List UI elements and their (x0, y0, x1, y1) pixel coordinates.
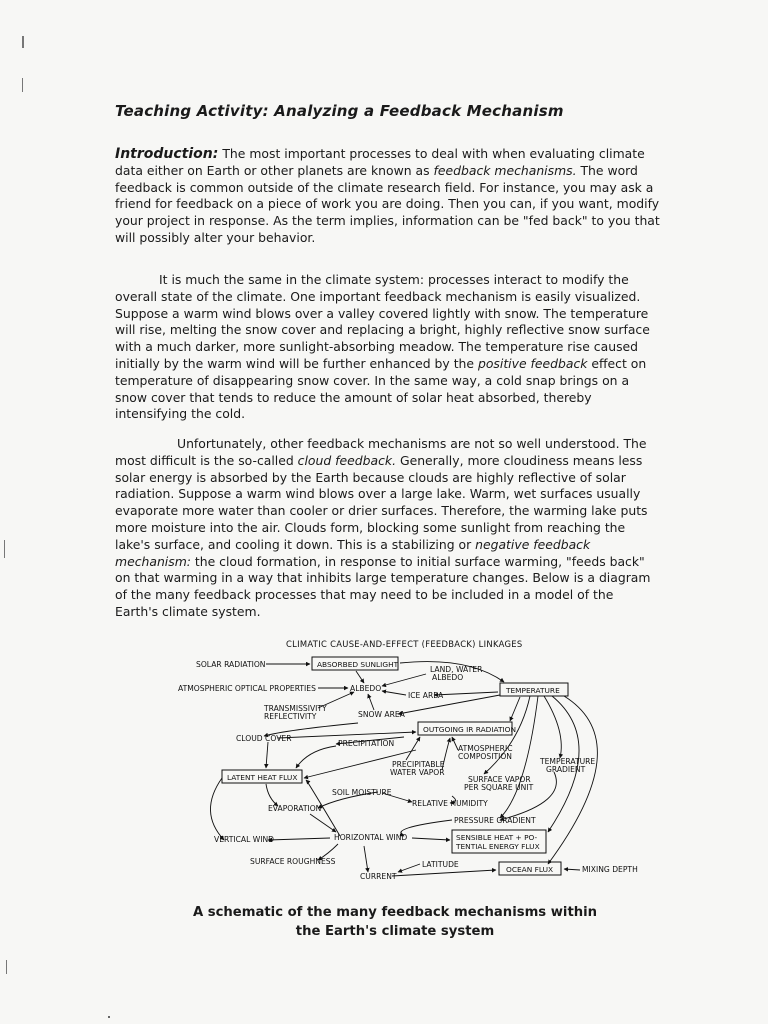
label-absorbed-sunlight: ABSORBED SUNLIGHT (317, 660, 399, 669)
arrow (544, 696, 561, 758)
label-precipitable-1: PRECIPITABLE (392, 760, 445, 769)
arrow (382, 674, 426, 686)
diagram-title: CLIMATIC CAUSE-AND-EFFECT (FEEDBACK) LINKAGES (286, 639, 523, 649)
margin-mark (22, 36, 24, 48)
diagram-caption (180, 903, 610, 941)
label-precipitable-2: WATER VAPOR (390, 768, 445, 777)
label-evaporation: EVAPORATION (268, 804, 322, 813)
arrow (412, 838, 450, 840)
label-pressure-gradient: PRESSURE GRADIENT (454, 816, 536, 825)
intro-label: Introduction: (115, 146, 219, 162)
margin-mark (6, 960, 7, 974)
label-surface-vapor-1: SURFACE VAPOR (468, 775, 531, 784)
para3-text-3: the cloud formation, in response to initial surface warming, "feeds back" on that warming in a way that inhibits large temperature changes. Below is a diagram of the many feedback processes that may need to be included in a model of the Earth's climate system. (115, 553, 651, 619)
label-temp-gradient-1: TEMPERATURE (540, 757, 596, 766)
arrow (368, 694, 374, 710)
label-vertical-wind: VERTICAL WIND (214, 835, 275, 844)
arrow (442, 738, 450, 770)
margin-mark (4, 540, 5, 558)
intro-text-2: The word feedback is common outside of the climate research field. For instance, you may ask a friend for feedback on a piece of work you are doing. Then you can, if you want, modify your project in response. As the term implies, information can be "fed back" to you that will possibly alter your behavior. (115, 162, 660, 245)
label-ocean-flux: OCEAN FLUX (506, 865, 554, 874)
arrow (401, 820, 452, 836)
para3-text-1: Unfortunately, other feedback mechanisms are not so well understood. The most difficult is the so-called (115, 436, 647, 468)
label-soil-moisture: SOIL MOISTURE (332, 788, 392, 797)
label-atmospheric-comp-2: COMPOSITION (458, 752, 512, 761)
arrow (564, 869, 580, 870)
caption-line-2: the Earth's climate system (295, 924, 495, 939)
label-albedo: ALBEDO (350, 684, 382, 693)
label-land-water-1: LAND, WATER (430, 665, 483, 674)
intro-term-feedback-mechanisms: feedback mechanisms. (433, 162, 577, 178)
label-transmissivity: TRANSMISSIVITY (264, 704, 327, 713)
label-temp-gradient-2: GRADIENT (546, 765, 586, 774)
arrow (382, 793, 412, 802)
arrow (364, 846, 368, 872)
label-snow-area: SNOW AREA (358, 710, 405, 719)
arrow (210, 778, 224, 840)
arrow (510, 697, 520, 721)
para2-text-1: It is much the same in the climate system: processes interact to modify the overall state of the climate. One important feedback mechanism is easily visualized. Suppose a warm wind blows over a valley covered lightly with snow. The temperature will rise, melting the snow cover and replacing a bright, highly reflective snow surface with a much darker, more sunlight-absorbing meadow. The temperature rise caused initially by the warm wind will be further enhanced by the (115, 272, 650, 371)
arrow (434, 692, 498, 695)
arrow (392, 870, 496, 876)
arrow (318, 692, 354, 708)
label-sensible-heat-1: SENSIBLE HEAT + PO- (456, 833, 538, 842)
para3-term-cloud-feedback: cloud feedback. (297, 452, 397, 468)
label-relative-humidity: RELATIVE HUMIDITY (412, 799, 488, 808)
arrow (382, 691, 406, 695)
feedback-linkages-diagram (168, 632, 648, 884)
arrow (398, 864, 420, 872)
margin-mark (22, 78, 23, 92)
label-reflectivity: REFLECTIVITY (264, 712, 317, 721)
label-surface-vapor-2: PER SQUARE UNIT (464, 783, 534, 792)
label-atmospheric-comp-1: ATMOSPHERIC (458, 744, 513, 753)
caption-line-1: A schematic of the many feedback mechanisms within (192, 905, 598, 920)
label-land-water-2: ALBEDO (432, 673, 464, 682)
page-title: Teaching Activity: Analyzing a Feedback Mechanism (115, 102, 564, 120)
arrow (278, 732, 416, 738)
label-atmospheric-optical: ATMOSPHERIC OPTICAL PROPERTIES (178, 684, 316, 693)
label-current: CURRENT (360, 872, 397, 881)
label-outgoing-ir: OUTGOING IR RADIATION (423, 725, 517, 734)
para3-term-negative-feedback: negative feedback mechanism: (115, 536, 591, 569)
label-cloud-cover: CLOUD COVER (236, 734, 292, 743)
label-ice-area: ICE AREA (408, 691, 444, 700)
intro-text-1: The most important processes to deal with when evaluating climate data either on Earth or other planets are known as (115, 146, 645, 178)
label-temperature: TEMPERATURE (506, 686, 560, 695)
arrow (406, 737, 420, 760)
para2-term-positive-feedback: positive feedback (477, 355, 588, 371)
scan-speck (108, 1016, 110, 1018)
arrow (266, 742, 268, 768)
label-mixing-depth: MIXING DEPTH (582, 865, 638, 874)
para3-text-2: Generally, more cloudiness means less solar energy is absorbed by the Earth because clouds are highly reflective of solar radiation. Suppose a warm wind blows over a large lake. Warm, wet surfaces usually evaporate more water than cooler or drier surfaces. Therefore, the warming lake puts more moisture into the air. Clouds form, blocking some sunlight from reaching the lake's surface, and cooling it down. This is a stabilizing or (115, 452, 648, 552)
label-sensible-heat-2: TENTIAL ENERGY FLUX (456, 842, 540, 851)
snow-feedback-paragraph (115, 272, 660, 423)
label-solar-radiation: SOLAR RADIATION (196, 660, 266, 669)
intro-paragraph (115, 146, 660, 247)
para2-text-2: effect on temperature of disappearing snow cover. In the same way, a cold snap brings on a snow cover that tends to reduce the amount of solar heat absorbed, thereby intensifying the cold. (115, 355, 647, 422)
label-precipitation: PRECIPITATION (338, 739, 395, 748)
cloud-feedback-paragraph (115, 436, 660, 621)
label-latent-heat-flux: LATENT HEAT FLUX (227, 773, 298, 782)
label-latitude: LATITUDE (422, 860, 459, 869)
label-surface-roughness: SURFACE ROUGHNESS (250, 857, 336, 866)
arrow (296, 746, 336, 768)
arrow (356, 671, 364, 683)
arrow (266, 784, 278, 806)
label-horizontal-wind: HORIZONTAL WIND (334, 833, 408, 842)
arrow (268, 838, 330, 840)
